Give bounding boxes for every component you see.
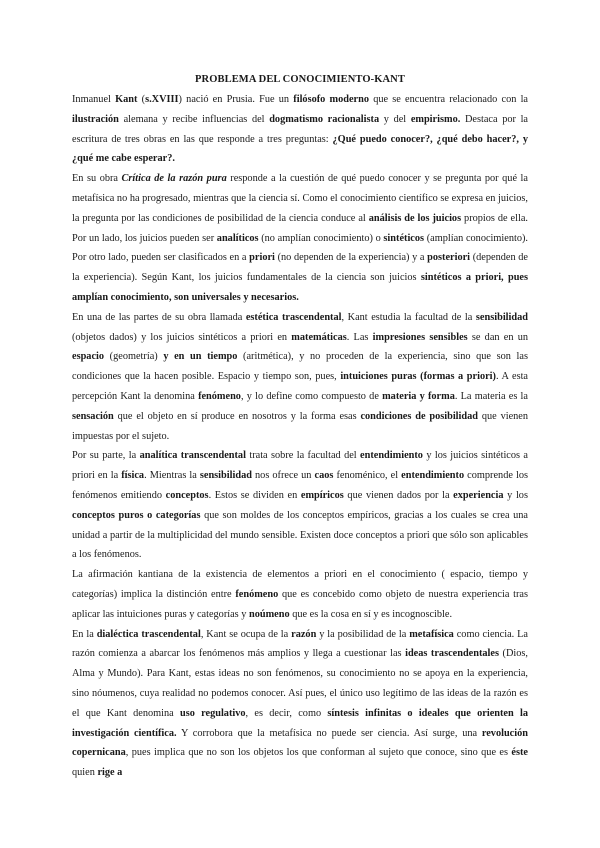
text-run: (objetos dados) y los juicios sintéticos a priori en [72, 331, 292, 343]
bold-term: dialéctica trascendental [96, 628, 201, 640]
bold-term: ideas trascendentales [405, 648, 499, 660]
text-run: y los [503, 489, 528, 501]
text-run: En una de las partes de su obra llamada [72, 311, 246, 323]
bold-term: filósofo moderno [293, 94, 369, 105]
text-run: , Kant estudia la facultad de la [341, 311, 476, 323]
bold-term: revolución copernicana [72, 727, 528, 759]
bold-term: síntesis infinitas o ideales que orienten la investigación científica. [72, 707, 528, 739]
text-run: (amplían conocimiento). Por otro lado, pueden ser clasificados en a [72, 232, 529, 264]
bold-term: empíricos [300, 489, 344, 501]
document-body [72, 90, 528, 783]
document-title: PROBLEMA DEL CONOCIMIENTO-KANT [195, 74, 405, 85]
text-run: En su obra [72, 173, 122, 185]
bold-term: sensibilidad [475, 311, 529, 323]
bold-term: Crítica de la razón pura [121, 173, 227, 185]
text-run: ( [137, 94, 146, 105]
text-run: (dependen de la experiencia). Según Kant, los juicios fundamentales de la ciencia son juicios [72, 252, 528, 284]
text-run: propios de ella. Por un lado, los juicios pueden ser [72, 212, 528, 244]
text-run: nos ofrece un [251, 470, 315, 482]
bold-term: dogmatismo racionalista [269, 113, 380, 125]
text-run: responde a la cuestión de qué puedo conocer y se pregunta por qué la metafísica no ha progresado, mientras que la ciencia sí. Como el conocimiento científico se expresa en juicios, la pregunta por las condiciones de posibilidad de la ciencia conduce al [72, 173, 528, 224]
text-run: , Kant se ocupa de la [200, 628, 292, 640]
text-run: que vienen impuestas por el sujeto. [72, 410, 529, 442]
text-run: (geometría) [104, 351, 164, 363]
text-run: . Mientras la [144, 470, 200, 482]
text-run: . Las [346, 331, 373, 343]
text-run: alemana y recibe influencias del [118, 113, 270, 125]
bold-term: priori [249, 252, 275, 264]
bold-term: sensación [72, 410, 114, 422]
paragraph-3 [72, 308, 528, 447]
bold-term: impresiones sensibles [372, 331, 468, 343]
bold-term: s.XVIII [145, 94, 179, 105]
bold-term: estética trascendental [245, 311, 342, 323]
bold-term: espacio [72, 351, 105, 363]
text-run: . A esta percepción Kant la denomina [72, 371, 529, 402]
text-run: . Estos se dividen en [208, 489, 301, 501]
bold-term: analíticos [216, 232, 259, 244]
text-run: Por su parte, la [72, 450, 140, 462]
bold-term: ilustración [72, 113, 119, 125]
text-run: trata sobre la facultad del [245, 450, 361, 462]
text-run: La afirmación kantiana de la existencia de elementos a priori en el conocimiento ( espacio, tiempo y categorías) implica la distinción entre [72, 569, 528, 600]
bold-term: conceptos puros o categorías [72, 509, 201, 521]
bold-term: fenómeno [235, 588, 279, 600]
paragraph-6 [72, 625, 528, 783]
paragraph-5 [72, 565, 528, 624]
bold-term: analítica transcendental [139, 450, 246, 462]
bold-term: física [121, 470, 145, 482]
bold-term: empirismo. [410, 113, 461, 125]
text-run: que el objeto en sí produce en nosotros y la forma esas [113, 410, 361, 422]
text-run: que se encuentra relacionado con la [369, 94, 529, 105]
text-run: . La materia es la [454, 390, 528, 402]
text-run: (Dios, Alma y Mundo). Para Kant, estas ideas no son fenómenos, su conocimiento no se apoya en la experiencia, sino nóumenos, cuya realidad no podemos conocer. Así pues, el único uso legítimo de las ideas de la razón es el que Kant denomina [72, 648, 528, 719]
bold-term: sensibilidad [199, 470, 252, 482]
text-run: que son moldes de los conceptos empíricos, gracias a los cuales se crea una unidad a partir de la multiplicidad del mundo sensible. Existen doce conceptos a priori que sólo son aplicables a los fenómenos. [72, 509, 528, 561]
bold-term: sintéticos [383, 232, 425, 244]
bold-term: noúmeno [249, 608, 290, 620]
text-run: que es concebido como objeto de nuestra experiencia tras aplicar las intuiciones puras y categorías y [72, 588, 528, 620]
text-run: Y corrobora que la metafísica no puede ser ciencia. Así surge, una [176, 727, 482, 739]
bold-term: matemáticas [291, 331, 347, 343]
bold-term: entendimiento [401, 470, 465, 482]
bold-term: (formas a priori) [420, 371, 496, 383]
paragraph-4 [72, 446, 528, 565]
text-run: (no amplían conocimiento) o [258, 232, 384, 244]
text-run: En la [72, 628, 97, 640]
bold-term: y en un tiempo [163, 351, 238, 363]
text-run: quien [72, 767, 98, 779]
text-run: que vienen dados por la [343, 489, 454, 501]
bold-term: uso regulativo [179, 707, 246, 719]
paragraph-2 [72, 169, 528, 308]
bold-term: razón [291, 628, 317, 640]
text-run: (no dependen de la experiencia) y a [274, 252, 428, 264]
bold-term: conceptos [165, 489, 209, 501]
text-run: fenoménico, el [333, 470, 402, 482]
bold-term: intuiciones puras [340, 371, 417, 383]
text-run: , y lo define como compuesto de [240, 390, 383, 402]
text-run: Destaca por la escritura de tres obras en las que responde a tres preguntas: [72, 113, 529, 145]
bold-term: sintéticos a priori, pues amplían conocimiento, son universales y necesarios. [72, 272, 528, 303]
bold-term: análisis de los juicios [368, 212, 462, 224]
bold-term: materia y forma [382, 390, 455, 402]
text-run: Inmanuel [72, 94, 116, 105]
bold-term: ¿Qué puedo conocer?, ¿qué debo hacer?, y ¿qué me cabe esperar?. [72, 133, 528, 165]
text-run: ) nació en Prusia. Fue un [178, 94, 294, 105]
text-run: como ciencia. La razón comienza a abarcar los fenómenos más amplios y llega a cuestionar las [72, 628, 528, 660]
text-run: (aritmética), y no proceden de la experiencia, sino que son las condiciones que la hacen posible. Espacio y tiempo son, pues, [72, 351, 528, 383]
text-run: que es la cosa en sí y es incognoscible. [289, 608, 453, 620]
text-run: , pues implica que no son los objetos los que conforman al sujeto que conoce, sino que es [125, 747, 512, 759]
text-run: se dan en un [467, 331, 528, 343]
bold-term: posteriori [427, 252, 471, 264]
bold-term: caos [314, 470, 334, 482]
text-run: , es decir, como [245, 707, 328, 719]
bold-term: metafísica [409, 628, 454, 640]
text-run: y del [379, 113, 411, 125]
text-run: y la posibilidad de la [316, 628, 410, 640]
paragraph-1 [72, 90, 528, 169]
bold-term: fenómeno [198, 390, 241, 402]
bold-term: rige a [97, 767, 123, 779]
bold-term: condiciones de posibilidad [360, 410, 479, 422]
bold-term: experiencia [453, 489, 504, 501]
bold-term: Kant [115, 94, 138, 105]
text-run: comprende los fenómenos emitiendo [72, 470, 528, 501]
bold-term: entendimiento [360, 450, 423, 462]
bold-term: éste [511, 747, 528, 759]
text-run: y los juicios sintéticos a priori en la [72, 450, 528, 482]
